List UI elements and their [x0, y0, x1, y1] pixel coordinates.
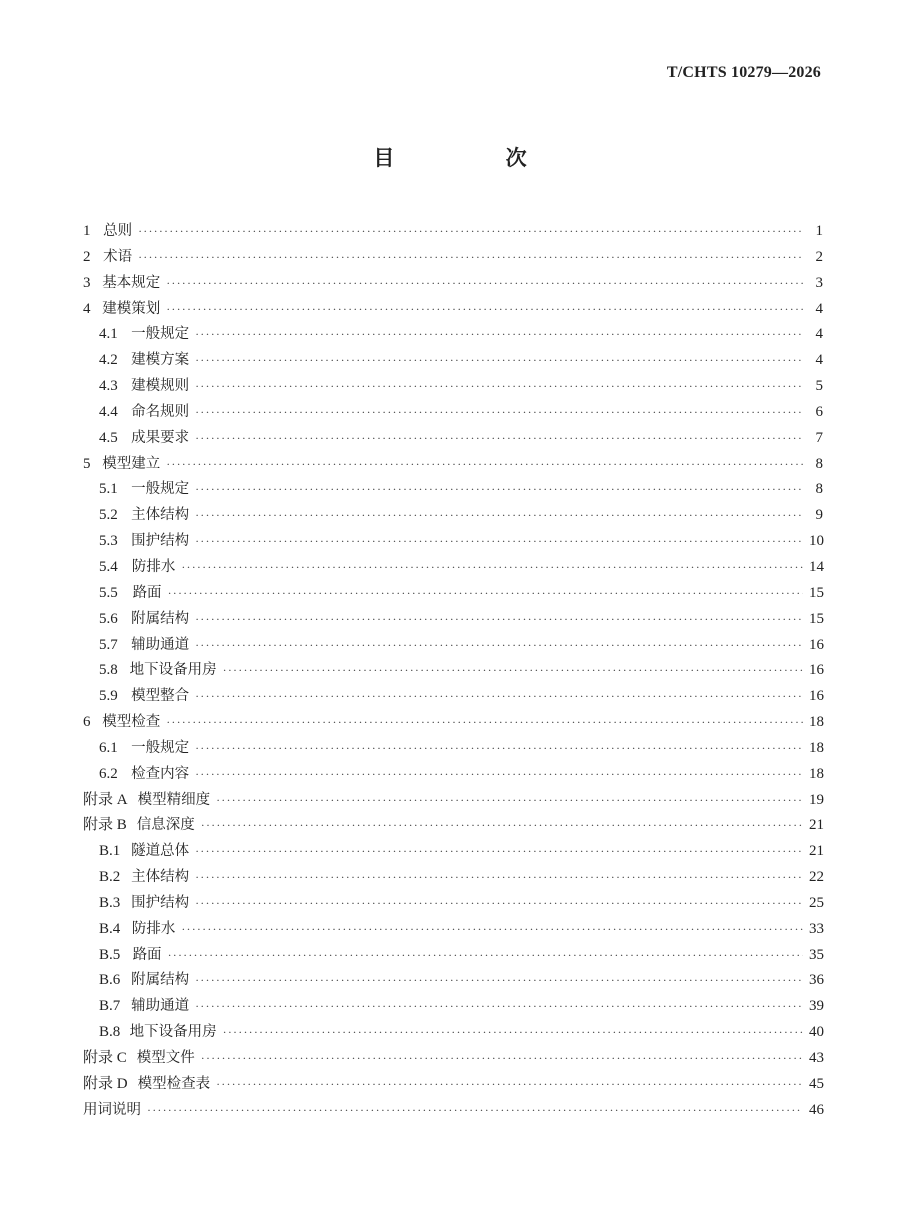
toc-entry-page: 9 [815, 507, 823, 524]
toc-leader-dots [195, 607, 803, 633]
toc-entry-label: 模型检查表 [137, 1075, 211, 1092]
toc-entry-number: B.3 [99, 894, 121, 911]
toc-entry-page: 18 [809, 765, 824, 782]
toc-entry[interactable] [83, 297, 823, 323]
toc-leader-dots [195, 529, 803, 555]
toc-leader-dots [195, 633, 803, 659]
toc-entry-label: 模型文件 [136, 1050, 195, 1066]
toc-entry[interactable] [83, 503, 823, 529]
toc-entry-page: 43 [809, 1050, 824, 1066]
toc-entry-label: 检查内容 [131, 765, 190, 782]
toc-entry-page: 18 [809, 739, 824, 756]
toc-leader-dots [195, 968, 803, 994]
toc-entry[interactable] [83, 917, 823, 943]
toc-leader-dots [201, 1046, 803, 1072]
toc-entry-label: 主体结构 [131, 507, 190, 524]
toc-entry-page: 35 [809, 946, 824, 963]
toc-entry-number: 附录 A [83, 791, 128, 808]
toc-leader-dots [181, 555, 803, 581]
toc-entry-label: 一般规定 [131, 481, 190, 498]
toc-entry-number: 附录 D [83, 1075, 128, 1092]
toc-entry-label: 建模规则 [131, 378, 190, 395]
toc-entry-number: 6.2 [99, 765, 118, 782]
toc-entry-number: 4.4 [99, 403, 118, 420]
toc-entry-page: 8 [815, 481, 823, 498]
toc-entry-label: 防排水 [131, 558, 176, 575]
toc-leader-dots [166, 452, 803, 478]
toc-entry[interactable] [83, 1046, 823, 1072]
toc-leader-dots [195, 865, 803, 891]
toc-entry-number: 6 [83, 714, 91, 731]
toc-entry-page: 16 [809, 636, 824, 653]
toc-entry-page: 46 [809, 1101, 824, 1118]
toc-leader-dots [168, 581, 803, 607]
toc-entry-page: 21 [809, 817, 824, 834]
toc-entry-number: B.1 [99, 843, 121, 860]
toc-entry-page: 8 [815, 455, 823, 472]
toc-entry-number: 5.2 [99, 507, 118, 524]
toc-entry-number: 附录 B [83, 817, 127, 834]
toc-entry[interactable] [83, 348, 823, 374]
toc-entry[interactable] [83, 658, 823, 684]
toc-entry-page: 33 [809, 920, 824, 937]
toc-entry-number: 4.1 [99, 326, 118, 343]
toc-entry-label: 一般规定 [131, 739, 190, 756]
toc-entry-label: 一般规定 [131, 326, 190, 343]
toc-entry-number: 5.1 [99, 481, 118, 498]
toc-entry[interactable] [83, 736, 823, 762]
toc-entry-page: 2 [815, 248, 823, 265]
toc-entry-label: 基本规定 [102, 274, 161, 291]
toc-entry-number: 5.4 [99, 558, 118, 575]
toc-leader-dots [223, 1020, 803, 1046]
toc-entry-number: 4.5 [99, 429, 118, 446]
toc-entry[interactable] [83, 271, 823, 297]
toc-entry-page: 6 [815, 403, 823, 420]
toc-entry-page: 4 [815, 326, 823, 343]
toc-leader-dots [195, 839, 803, 865]
toc-entry-label: 总则 [103, 223, 133, 239]
toc-entry-label: 附属结构 [131, 972, 190, 989]
toc-entry[interactable] [83, 762, 823, 788]
toc-leader-dots [166, 297, 803, 323]
toc-leader-dots [195, 426, 803, 452]
toc-entry-page: 21 [809, 843, 824, 860]
toc-entry-label: 地下设备用房 [129, 1024, 217, 1041]
toc-entry-number: 2 [83, 248, 91, 265]
toc-entry-number: B.6 [99, 972, 121, 989]
toc-entry-number: B.4 [99, 920, 121, 937]
toc-entry-number: 5.3 [99, 533, 118, 550]
toc-leader-dots [195, 994, 803, 1020]
document-code: T/CHTS 10279—2026 [666, 64, 821, 81]
toc-leader-dots [138, 219, 803, 245]
toc-entry-page: 16 [809, 688, 824, 705]
toc-entry[interactable] [83, 710, 823, 736]
toc-entry[interactable] [83, 943, 823, 969]
toc-leader-dots [195, 477, 803, 503]
toc-leader-dots [223, 658, 803, 684]
toc-entry-number: 5.7 [99, 636, 118, 653]
toc-entry-page: 4 [815, 300, 823, 317]
toc-entry-label: 模型检查 [102, 714, 161, 731]
table-of-contents [83, 219, 823, 1124]
toc-entry-page: 3 [815, 274, 823, 291]
toc-entry-label: 地下设备用房 [129, 662, 217, 679]
toc-entry[interactable] [83, 891, 823, 917]
toc-leader-dots [201, 813, 803, 839]
toc-entry[interactable] [83, 477, 823, 503]
toc-leader-dots [195, 503, 803, 529]
toc-entry[interactable] [83, 684, 823, 710]
toc-entry-number: 4.3 [99, 378, 118, 395]
toc-entry-page: 36 [809, 972, 824, 989]
toc-entry-label: 术语 [103, 248, 133, 265]
toc-entry-number: B.7 [99, 998, 121, 1015]
toc-entry-label: 用词说明 [83, 1101, 141, 1118]
toc-leader-dots [138, 245, 803, 271]
toc-entry-number: 附录 C [83, 1050, 127, 1066]
toc-leader-dots [216, 1072, 803, 1098]
toc-entry-number: 4 [83, 300, 91, 317]
toc-leader-dots [195, 762, 803, 788]
toc-entry[interactable] [83, 529, 823, 555]
toc-entry-label: 信息深度 [136, 817, 195, 834]
toc-entry-number: 5.9 [99, 688, 118, 705]
toc-leader-dots [168, 943, 803, 969]
toc-entry[interactable] [83, 633, 823, 659]
toc-entry[interactable] [83, 426, 823, 452]
toc-entry-label: 建模策划 [102, 300, 161, 317]
toc-entry[interactable] [83, 994, 823, 1020]
toc-entry-label: 建模方案 [131, 352, 190, 369]
toc-entry-page: 40 [809, 1024, 824, 1041]
toc-entry-page: 45 [809, 1075, 824, 1092]
toc-leader-dots [166, 271, 803, 297]
toc-leader-dots [195, 322, 803, 348]
toc-entry-number: B.5 [99, 946, 121, 963]
toc-entry-number: 1 [83, 223, 91, 239]
toc-entry-number: 5 [83, 455, 91, 472]
toc-entry-number: 5.6 [99, 610, 118, 627]
toc-entry[interactable] [83, 788, 823, 814]
toc-entry-number: 4.2 [99, 352, 118, 369]
toc-entry-page: 15 [809, 584, 824, 601]
toc-entry-label: 围护结构 [131, 894, 190, 911]
toc-entry[interactable] [83, 865, 823, 891]
toc-entry-number: B.2 [99, 869, 121, 886]
toc-leader-dots [181, 917, 803, 943]
toc-entry-page: 25 [809, 894, 824, 911]
toc-leader-dots [195, 348, 803, 374]
toc-entry[interactable] [83, 813, 823, 839]
toc-entry-label: 模型整合 [131, 688, 190, 705]
toc-entry-label: 围护结构 [131, 533, 190, 550]
toc-entry-page: 16 [809, 662, 824, 679]
toc-entry[interactable] [83, 400, 823, 426]
toc-leader-dots [195, 684, 803, 710]
toc-entry[interactable] [83, 839, 823, 865]
toc-entry-page: 22 [809, 869, 824, 886]
page-title: 目 次 [373, 146, 579, 170]
toc-leader-dots [195, 400, 803, 426]
toc-entry-number: B.8 [99, 1024, 121, 1041]
toc-entry[interactable] [83, 1072, 823, 1098]
toc-leader-dots [166, 710, 803, 736]
toc-entry-number: 3 [83, 274, 91, 291]
toc-entry[interactable] [83, 245, 823, 271]
toc-entry-label: 命名规则 [131, 403, 190, 420]
toc-entry-page: 7 [815, 429, 823, 446]
toc-entry-page: 1 [815, 223, 823, 239]
toc-entry-page: 4 [815, 352, 823, 369]
toc-leader-dots [195, 374, 803, 400]
toc-entry[interactable] [83, 322, 823, 348]
toc-entry[interactable] [83, 555, 823, 581]
toc-entry[interactable] [83, 1098, 823, 1124]
toc-entry-number: 5.5 [99, 584, 118, 601]
toc-entry-page: 18 [809, 714, 824, 731]
toc-entry-label: 路面 [132, 946, 162, 963]
toc-entry-label: 路面 [132, 584, 162, 601]
toc-entry-label: 成果要求 [131, 429, 190, 446]
toc-entry[interactable] [83, 581, 823, 607]
toc-entry-label: 模型精细度 [137, 791, 211, 808]
toc-leader-dots [147, 1098, 803, 1124]
toc-entry-page: 19 [809, 791, 824, 808]
toc-entry-page: 5 [815, 378, 823, 395]
toc-entry-label: 模型建立 [102, 455, 161, 472]
toc-entry-label: 附属结构 [131, 610, 190, 627]
toc-entry[interactable] [83, 968, 823, 994]
toc-entry-number: 5.8 [99, 662, 118, 679]
toc-entry-label: 辅助通道 [131, 636, 190, 653]
toc-entry-number: 6.1 [99, 739, 118, 756]
toc-leader-dots [195, 891, 803, 917]
toc-leader-dots [216, 788, 803, 814]
toc-entry-page: 39 [809, 998, 824, 1015]
toc-entry-page: 10 [809, 533, 824, 550]
toc-entry[interactable] [83, 1020, 823, 1046]
toc-entry[interactable] [83, 374, 823, 400]
toc-entry-label: 隧道总体 [131, 843, 190, 860]
toc-entry-page: 14 [809, 558, 824, 575]
toc-entry-page: 15 [809, 610, 824, 627]
toc-entry-label: 主体结构 [131, 869, 190, 886]
toc-entry[interactable] [83, 452, 823, 478]
toc-entry[interactable] [83, 607, 823, 633]
toc-leader-dots [195, 736, 803, 762]
toc-entry-label: 辅助通道 [131, 998, 190, 1015]
toc-entry-label: 防排水 [131, 920, 176, 937]
toc-entry[interactable] [83, 219, 823, 245]
